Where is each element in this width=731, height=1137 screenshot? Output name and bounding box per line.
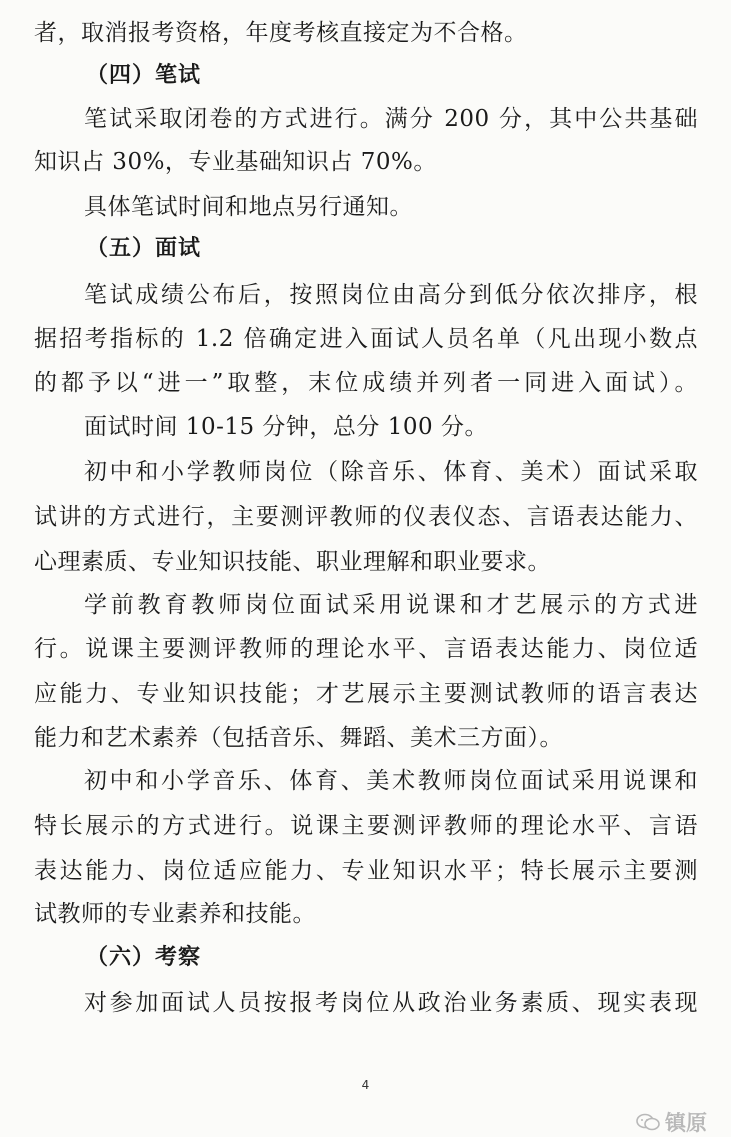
paragraph-line: 对参加面试人员按报考岗位从政治业务素质、现实表现 [84,990,698,1016]
watermark-text: 镇原 [665,1111,707,1135]
paragraph-line: 笔试采取闭卷的方式进行。满分 200 分，其中公共基础 [84,106,698,132]
paragraph-line: 学前教育教师岗位面试采用说课和才艺展示的方式进 [84,592,698,618]
page-number: 4 [361,1078,370,1092]
paragraph-line: 试讲的方式进行，主要测评教师的仪表仪态、言语表达能力、 [34,504,698,530]
chat-bubble-icon [635,1111,661,1133]
paragraph-line: 初中和小学音乐、体育、美术教师岗位面试采用说课和 [84,768,698,794]
section-heading-interview: （五）面试 [86,236,202,261]
paragraph-line: 具体笔试时间和地点另行通知。 [84,194,413,220]
paragraph-line: 据招考指标的 1.2 倍确定进入面试人员名单（凡出现小数点 [34,326,698,352]
paragraph-line: 行。说课主要测评教师的理论水平、言语表达能力、岗位适 [34,636,698,662]
section-heading-written-exam: （四）笔试 [86,63,202,88]
paragraph-line: 试教师的专业素养和技能。 [34,901,316,927]
paragraph-line: 者，取消报考资格，年度考核直接定为不合格。 [34,20,528,46]
paragraph-line: 能力和艺术素养（包括音乐、舞蹈、美术三方面）。 [34,725,563,751]
paragraph-line: 特长展示的方式进行。说课主要测评教师的理论水平、言语 [34,813,698,839]
watermark [635,1107,731,1137]
paragraph-line: 知识占 30%，专业基础知识占 70%。 [34,149,437,175]
paragraph-line: 面试时间 10-15 分钟，总分 100 分。 [84,414,488,440]
section-heading-inspection: （六）考察 [86,945,202,970]
paragraph-line: 表达能力、岗位适应能力、专业知识水平；特长展示主要测 [34,858,698,884]
paragraph-line: 笔试成绩公布后，按照岗位由高分到低分依次排序，根 [84,282,698,308]
paragraph-line: 初中和小学教师岗位（除音乐、体育、美术）面试采取 [84,459,698,485]
paragraph-line: 心理素质、专业知识技能、职业理解和职业要求。 [34,549,551,575]
paragraph-line: 的都予以“进一”取整，末位成绩并列者一同进入面试）。 [34,370,698,396]
paragraph-line: 应能力、专业知识技能；才艺展示主要测试教师的语言表达 [34,681,698,707]
